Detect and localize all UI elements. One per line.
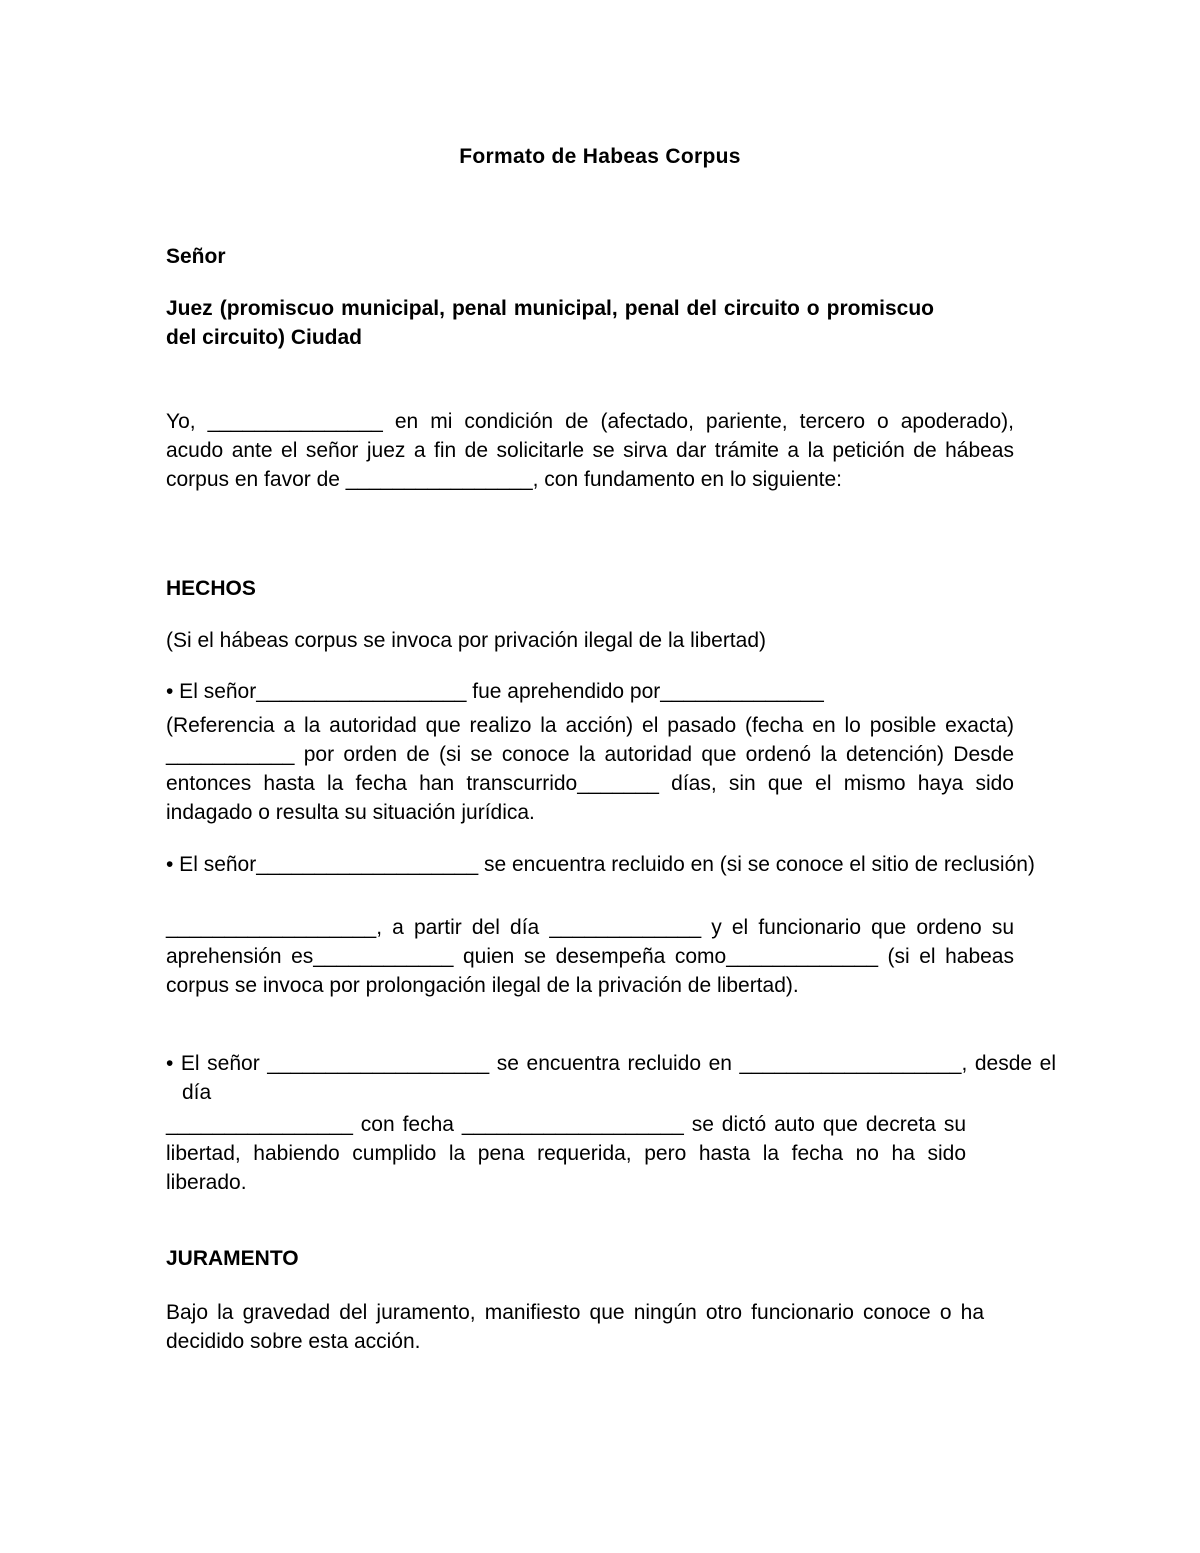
salutation: Señor <box>166 245 226 268</box>
hechos-item-2-body: __________________, a partir del día _____________ y el funcionario que ordeno su aprehensión es____________ quien se desempeña como_____________ (si el habeas corpus se invoca por prolongación ilegal de la privación de libertad). <box>166 916 1014 997</box>
hechos-item-3-body: ________________ con fecha ___________________ se dictó auto que decreta su libertad, habiendo cumplido la pena requerida, pero hasta la fecha no ha sido liberado. <box>166 1113 966 1194</box>
document-title: Formato de Habeas Corpus <box>459 145 741 168</box>
hechos-item-2-line: • El señor___________________ se encuentra recluido en (si se conoce el sitio de reclusión) <box>166 853 1035 876</box>
hechos-note: (Si el hábeas corpus se invoca por privación ilegal de la libertad) <box>166 629 766 652</box>
hechos-heading: HECHOS <box>166 577 256 600</box>
intro-paragraph: Yo, _______________ en mi condición de (afectado, pariente, tercero o apoderado), acudo ante el señor juez a fin de solicitarle se sirva dar trámite a la petición de hábeas corpus en favor de ________________, con fundamento en lo siguiente: <box>166 410 1014 491</box>
hechos-item-1-body: (Referencia a la autoridad que realizo la acción) el pasado (fecha en lo posible exacta) ___________ por orden de (si se conoce la autoridad que ordenó la detención) Desde entonces hasta la fecha han transcurrido_______ días, sin que el mismo haya sido indagado o resulta su situación jurídica. <box>166 714 1014 824</box>
hechos-item-1-line: • El señor__________________ fue aprehendido por______________ <box>166 680 824 703</box>
juramento-text: Bajo la gravedad del juramento, manifiesto que ningún otro funcionario conoce o ha decidido sobre esta acción. <box>166 1301 984 1353</box>
addressee: Juez (promiscuo municipal, penal municipal, penal del circuito o promiscuo del circuito) Ciudad <box>166 297 934 349</box>
hechos-item-3-line: • El señor ___________________ se encuentra recluido en ___________________, desde el día <box>166 1052 1056 1104</box>
juramento-heading: JURAMENTO <box>166 1247 299 1270</box>
